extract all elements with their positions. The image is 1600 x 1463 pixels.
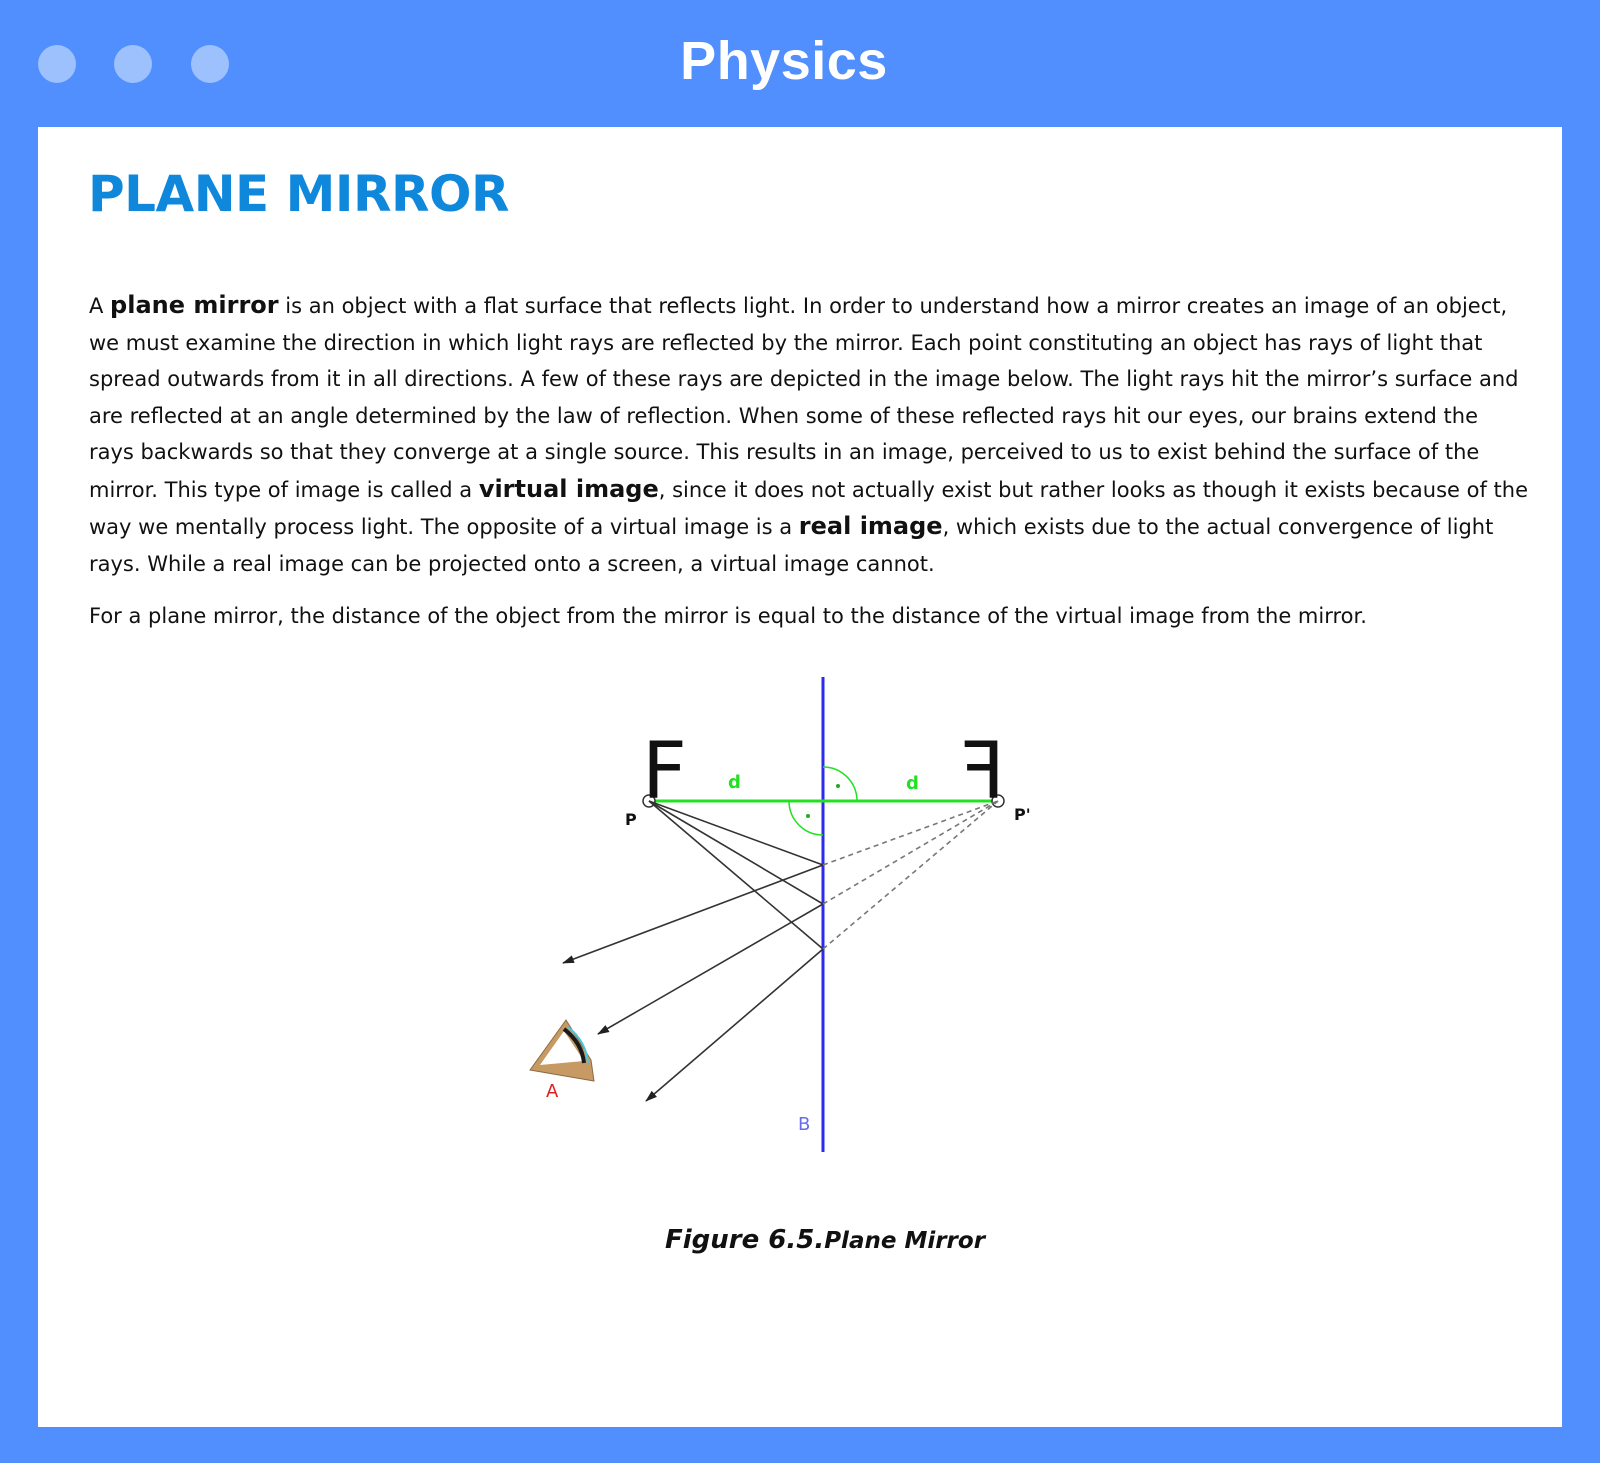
term-plane-mirror: plane mirror xyxy=(110,291,279,319)
text-run: is an object with a flat surface that reflects light. In order to understand how a mirror creates an image of an object, we must examine the direction in which light rays are reflected by the mirror. Each point constituting an object has rays of light that spread outwards from it in all directions. A few of these rays are depicted in the image below. The light rays hit the mirror’s surface and are reflected at an angle determined by the law of reflection. When some of these reflected rays hit our eyes, our brains extend the rays backwards so that they converge at a single source. This results in an image, perceived to us to exist behind the surface of the mirror. This type of image is called a xyxy=(89,294,1519,502)
image-letter-f-mirrored: F xyxy=(960,727,1005,817)
eye-icon xyxy=(530,1020,594,1081)
section-heading: PLANE MIRROR xyxy=(88,165,509,223)
paragraph-intro xyxy=(89,287,1529,582)
caption-prefix: Figure 6.5. xyxy=(664,1225,825,1255)
distance-label-right: d xyxy=(906,773,919,794)
content-panel xyxy=(38,127,1562,1427)
object-letter-f: F xyxy=(642,727,687,817)
reflected-ray xyxy=(598,904,823,1034)
figure-caption xyxy=(38,1225,1562,1255)
text-run: A xyxy=(89,294,111,318)
right-angle-mark xyxy=(789,801,823,835)
right-angle-dot xyxy=(836,784,840,788)
label-b: B xyxy=(798,1114,811,1135)
window-titlebar xyxy=(0,0,1600,127)
virtual-ray-extension xyxy=(823,801,998,949)
paragraph-distance: For a plane mirror, the distance of the object from the mirror is equal to the distance of the virtual image from the mirror. xyxy=(89,604,1367,628)
right-angle-mark xyxy=(823,767,857,801)
term-real-image: real image xyxy=(798,512,943,540)
label-p: P xyxy=(625,810,637,829)
label-a: A xyxy=(546,1081,559,1102)
window-title: Physics xyxy=(680,31,888,91)
label-p-prime: P' xyxy=(1014,805,1031,824)
caption-title: Plane Mirror xyxy=(824,1228,986,1254)
term-virtual-image: virtual image xyxy=(478,474,659,503)
text-run: , which exists due to the actual convergence of light rays. While a real image can be projected onto a screen, a virtual image cannot. xyxy=(89,515,1494,576)
article-body xyxy=(89,287,1529,651)
reflected-ray xyxy=(646,949,823,1101)
plane-mirror-diagram xyxy=(528,677,1088,1167)
text-run: , since it does not actually exist but rather looks as though it exists because of the way we mentally process light. The opposite of a virtual image is a xyxy=(89,477,1528,539)
distance-label-left: d xyxy=(728,772,741,793)
right-angle-dot xyxy=(806,814,810,818)
reflected-ray xyxy=(563,865,823,963)
